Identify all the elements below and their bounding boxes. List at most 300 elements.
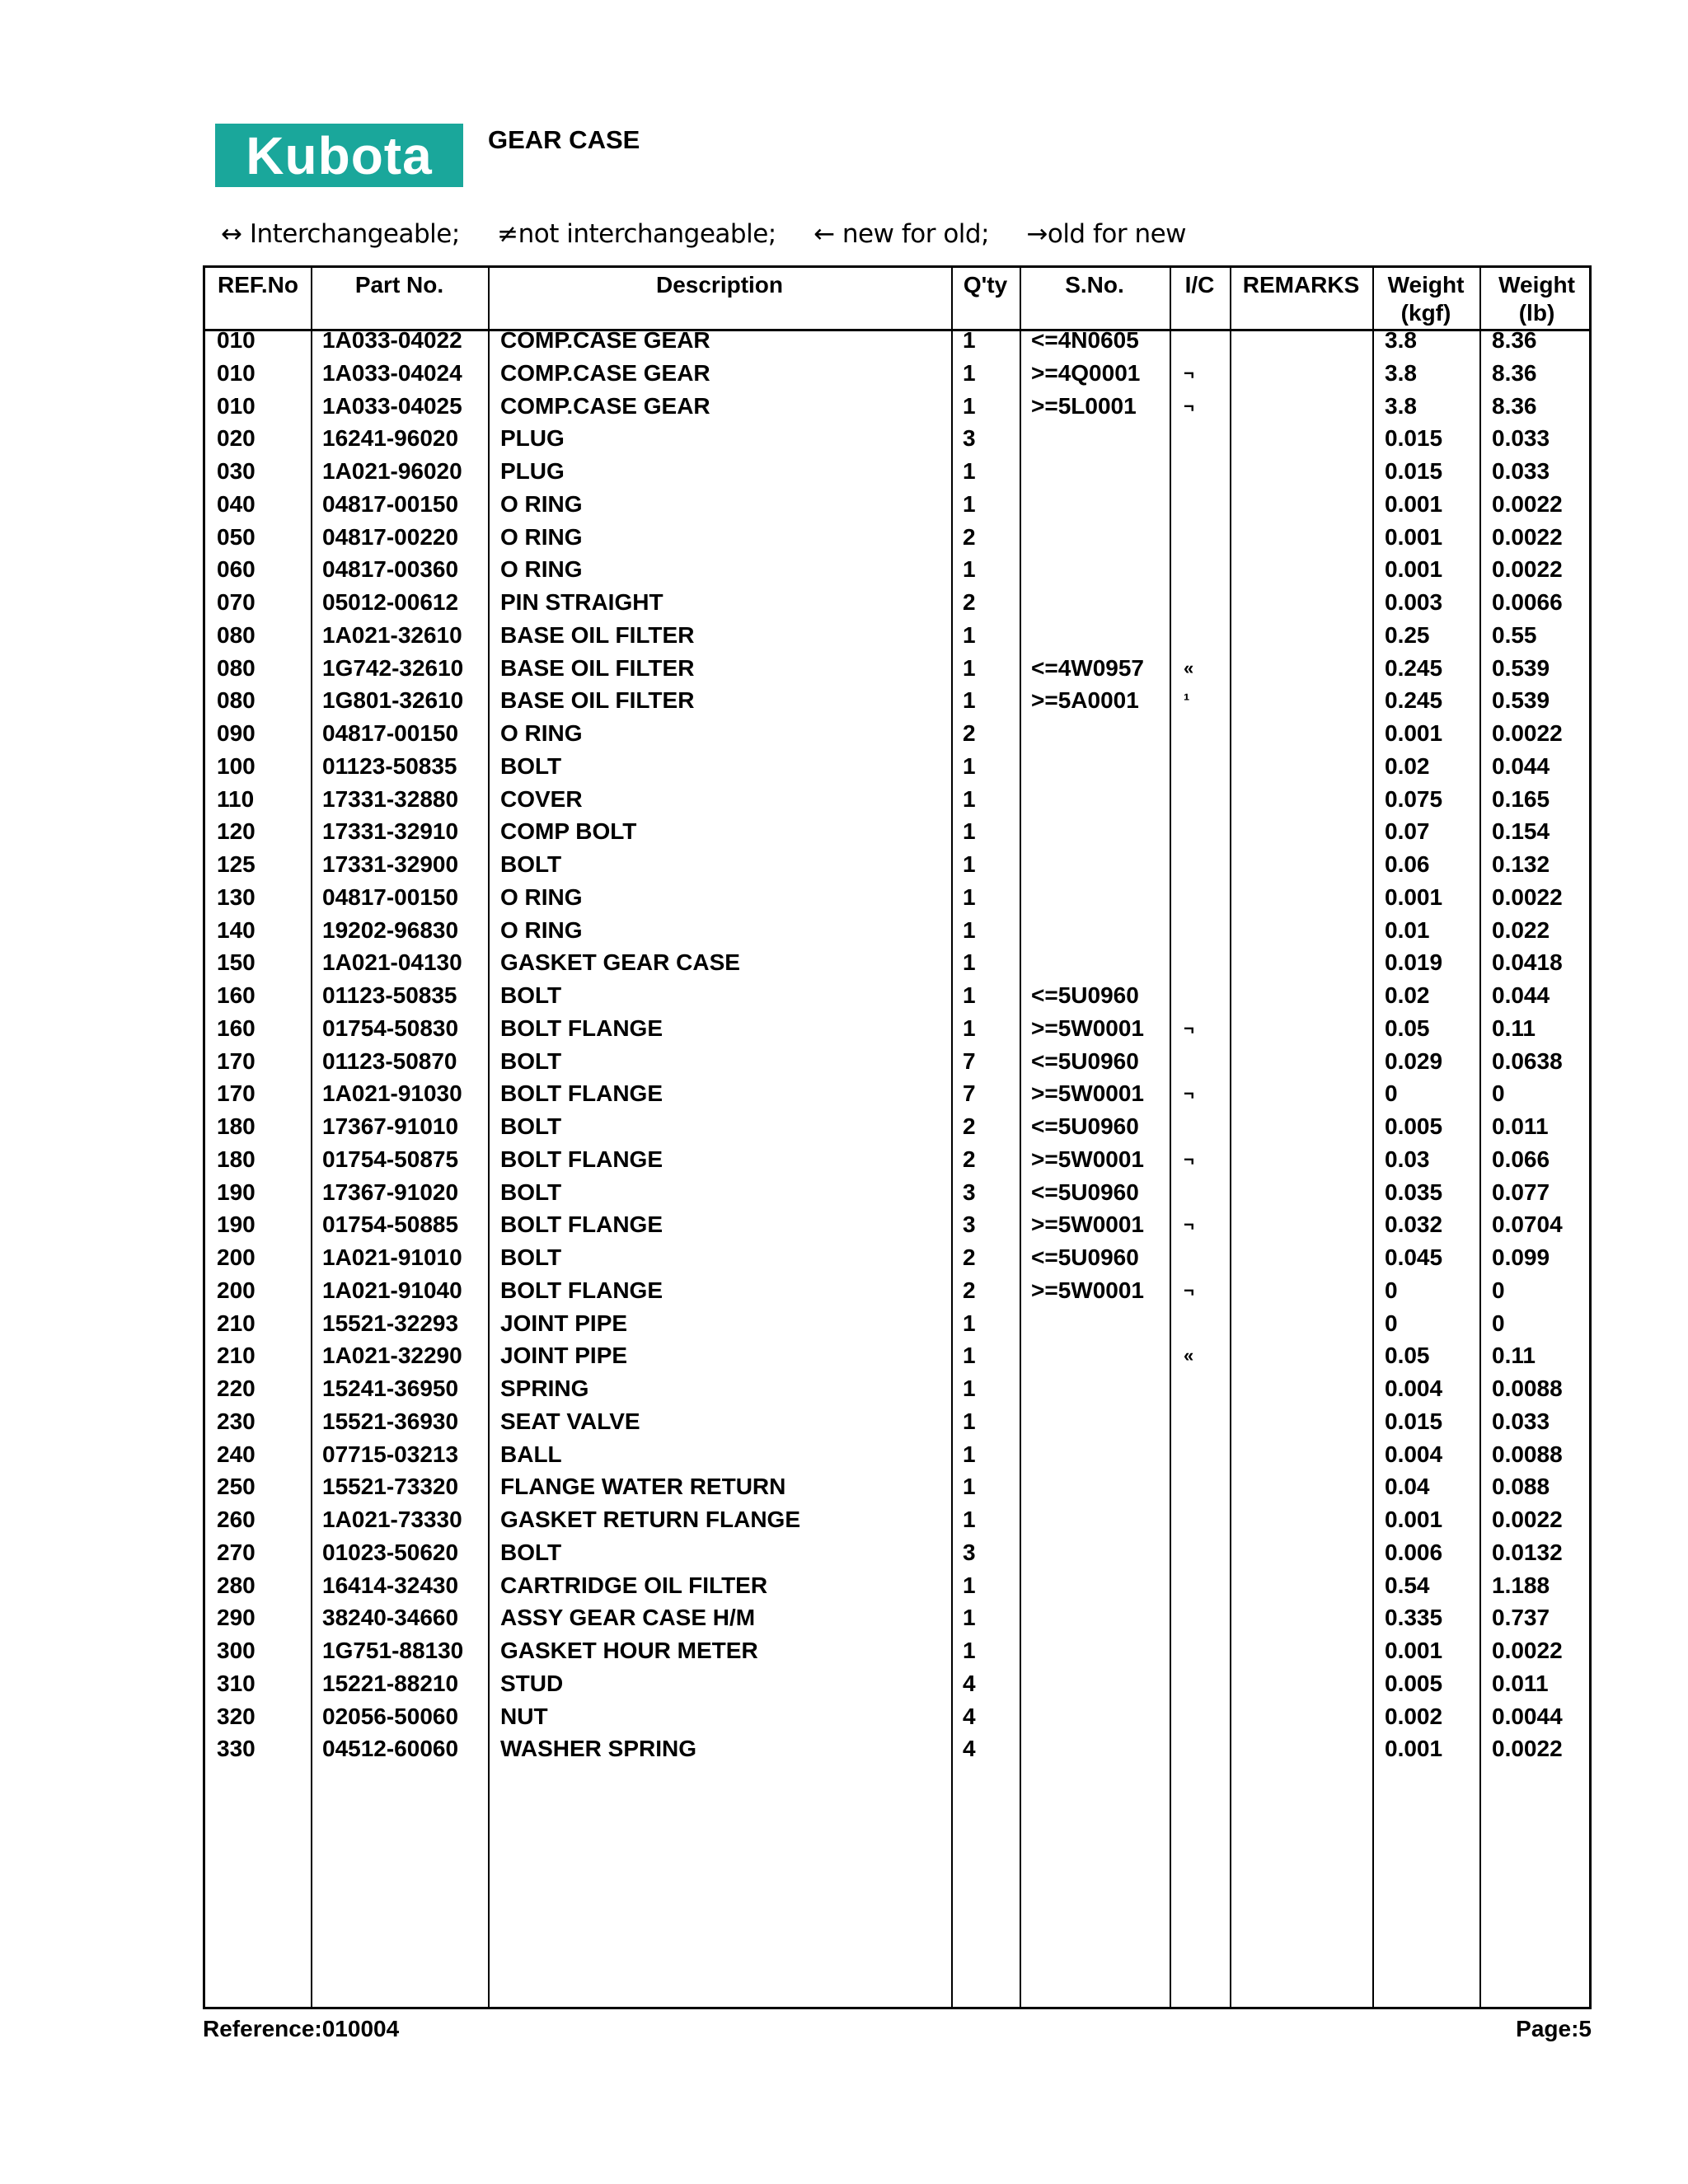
table-row <box>205 717 1589 750</box>
cell-description: BASE OIL FILTER <box>500 654 695 681</box>
cell-weight-kgf: 0.001 <box>1385 1638 1443 1663</box>
cell-weight-lb: 0.0022 <box>1492 883 1563 910</box>
cell-serial-no: >=5W0001 <box>1031 1080 1144 1107</box>
cell-qty: 1 <box>963 621 976 648</box>
cell-serial-no: <=4N0605 <box>1031 327 1139 353</box>
cell-qty: 1 <box>963 1605 976 1631</box>
table-row <box>205 1208 1589 1241</box>
cell-ref-no: 200 <box>217 1277 256 1303</box>
cell-serial-no: <=5U0960 <box>1031 982 1139 1008</box>
cell-weight-lb: 0.033 <box>1492 458 1550 484</box>
cell-weight-kgf: 0.07 <box>1385 818 1430 845</box>
cell-weight-kgf: 0.005 <box>1385 1670 1443 1696</box>
table-row <box>205 881 1589 914</box>
cell-part-no: 1A021-91040 <box>322 1277 462 1303</box>
cell-description: PLUG <box>500 458 565 484</box>
table-row <box>205 619 1589 652</box>
cell-part-no: 01123-50835 <box>322 752 457 779</box>
cell-ref-no: 240 <box>217 1441 256 1467</box>
cell-part-no: 1G751-88130 <box>322 1638 464 1663</box>
cell-ref-no: 080 <box>217 654 256 681</box>
cell-ref-no: 130 <box>217 883 256 910</box>
column-header-weight-kgf: Weight (kgf) <box>1387 272 1465 326</box>
cell-ref-no: 270 <box>217 1539 256 1565</box>
cell-qty: 1 <box>963 1638 976 1663</box>
cell-serial-no: <=4W0957 <box>1031 654 1144 681</box>
cell-description: O RING <box>500 883 583 910</box>
cell-weight-kgf: 0 <box>1385 1310 1398 1336</box>
cell-part-no: 04817-00150 <box>322 490 459 517</box>
cell-description: PLUG <box>500 425 565 452</box>
table-row <box>205 553 1589 586</box>
table-row <box>205 1601 1589 1634</box>
logo-text: Kubota <box>246 125 433 185</box>
cell-ref-no: 120 <box>217 818 256 845</box>
cell-description: O RING <box>500 916 583 943</box>
cell-qty: 3 <box>963 1179 976 1205</box>
cell-ref-no: 160 <box>217 982 256 1008</box>
cell-weight-lb: 8.36 <box>1492 392 1537 419</box>
cell-description: BASE OIL FILTER <box>500 687 695 714</box>
cell-weight-kgf: 0.05 <box>1385 1343 1430 1369</box>
cell-qty: 1 <box>963 556 976 583</box>
cell-qty: 2 <box>963 720 976 746</box>
table-row <box>205 815 1589 848</box>
cell-weight-kgf: 0.25 <box>1385 621 1430 648</box>
cell-weight-lb: 0.737 <box>1492 1605 1550 1631</box>
cell-weight-lb: 0.0088 <box>1492 1441 1563 1467</box>
cell-weight-lb: 0.539 <box>1492 687 1550 714</box>
cell-ic: ¬ <box>1184 1279 1194 1301</box>
kubota-logo <box>215 124 463 187</box>
cell-weight-kgf: 0.001 <box>1385 1507 1443 1532</box>
cell-part-no: 01754-50885 <box>322 1212 459 1238</box>
cell-qty: 1 <box>963 490 976 517</box>
cell-weight-lb: 0.0638 <box>1492 1047 1563 1074</box>
cell-weight-lb: 0.0022 <box>1492 1736 1563 1762</box>
cell-qty: 1 <box>963 949 976 976</box>
cell-description: BOLT <box>500 1244 562 1270</box>
cell-part-no: 15521-73320 <box>322 1474 459 1500</box>
cell-weight-kgf: 0.01 <box>1385 916 1430 943</box>
cell-qty: 1 <box>963 752 976 779</box>
cell-part-no: 1A021-73330 <box>322 1507 462 1532</box>
table-row <box>205 1732 1589 1765</box>
cell-qty: 1 <box>963 1474 976 1500</box>
cell-serial-no: >=5A0001 <box>1031 687 1139 714</box>
cell-description: COMP.CASE GEAR <box>500 392 710 419</box>
cell-weight-lb: 0.0022 <box>1492 556 1563 583</box>
legend-new-for-old: ← new for old; <box>814 219 990 249</box>
cell-part-no: 1A021-96020 <box>322 458 462 484</box>
cell-part-no: 1A021-91010 <box>322 1244 462 1270</box>
table-row <box>205 1274 1589 1307</box>
cell-weight-kgf: 0.001 <box>1385 883 1443 910</box>
cell-part-no: 1A021-32610 <box>322 621 462 648</box>
cell-ic: ¬ <box>1184 1214 1194 1235</box>
cell-weight-kgf: 0.004 <box>1385 1441 1443 1467</box>
table-row <box>205 521 1589 554</box>
cell-description: BOLT FLANGE <box>500 1277 663 1303</box>
table-row <box>205 946 1589 979</box>
cell-weight-lb: 0.0132 <box>1492 1539 1563 1565</box>
cell-description: BOLT FLANGE <box>500 1015 663 1041</box>
cell-ic: ¬ <box>1184 1083 1194 1104</box>
cell-part-no: 01023-50620 <box>322 1539 459 1565</box>
cell-ref-no: 010 <box>217 392 256 419</box>
cell-weight-lb: 0.0044 <box>1492 1703 1563 1729</box>
cell-weight-kgf: 0.001 <box>1385 1736 1443 1762</box>
table-row <box>205 652 1589 685</box>
cell-weight-kgf: 0.032 <box>1385 1212 1443 1238</box>
cell-qty: 4 <box>963 1736 976 1762</box>
table-row <box>205 488 1589 521</box>
table-row <box>205 1667 1589 1700</box>
cell-weight-kgf: 3.8 <box>1385 327 1417 353</box>
cell-qty: 2 <box>963 1146 976 1172</box>
cell-qty: 2 <box>963 1277 976 1303</box>
cell-ref-no: 220 <box>217 1376 256 1401</box>
cell-qty: 1 <box>963 1408 976 1434</box>
cell-part-no: 15521-36930 <box>322 1408 459 1434</box>
cell-part-no: 01754-50875 <box>322 1146 459 1172</box>
cell-qty: 3 <box>963 425 976 452</box>
cell-part-no: 1A033-04024 <box>322 359 462 386</box>
cell-ref-no: 020 <box>217 425 256 452</box>
cell-weight-kgf: 0.03 <box>1385 1146 1430 1172</box>
cell-description: BOLT <box>500 982 562 1008</box>
cell-ref-no: 010 <box>217 359 256 386</box>
cell-description: JOINT PIPE <box>500 1343 628 1369</box>
cell-ref-no: 060 <box>217 556 256 583</box>
cell-ref-no: 210 <box>217 1310 256 1336</box>
table-row <box>205 1503 1589 1536</box>
cell-weight-lb: 0 <box>1492 1277 1505 1303</box>
cell-weight-kgf: 0.002 <box>1385 1703 1443 1729</box>
cell-ic: « <box>1184 657 1194 678</box>
cell-ref-no: 170 <box>217 1080 256 1107</box>
table-row <box>205 357 1589 390</box>
cell-description: ASSY GEAR CASE H/M <box>500 1605 756 1631</box>
cell-weight-lb: 0.099 <box>1492 1244 1550 1270</box>
cell-serial-no: >=5W0001 <box>1031 1146 1144 1172</box>
cell-weight-lb: 0.033 <box>1492 1408 1550 1434</box>
column-header-weight-lb: Weight (lb) <box>1498 272 1575 326</box>
cell-ref-no: 250 <box>217 1474 256 1500</box>
cell-ref-no: 260 <box>217 1507 256 1532</box>
cell-part-no: 1A033-04022 <box>322 327 462 353</box>
cell-weight-kgf: 0.019 <box>1385 949 1443 976</box>
cell-weight-lb: 0.044 <box>1492 752 1550 779</box>
cell-weight-lb: 0 <box>1492 1080 1505 1107</box>
cell-ref-no: 280 <box>217 1572 256 1598</box>
cell-part-no: 1G801-32610 <box>322 687 464 714</box>
cell-serial-no: >=4Q0001 <box>1031 359 1141 386</box>
column-header-qty: Q'ty <box>963 272 1008 298</box>
cell-ref-no: 010 <box>217 327 256 353</box>
cell-description: BOLT <box>500 752 562 779</box>
cell-ic: ¬ <box>1184 362 1194 383</box>
cell-part-no: 01123-50870 <box>322 1047 457 1074</box>
cell-description: FLANGE WATER RETURN <box>500 1474 786 1500</box>
cell-weight-kgf: 0.245 <box>1385 687 1443 714</box>
cell-serial-no: <=5U0960 <box>1031 1113 1139 1139</box>
cell-part-no: 19202-96830 <box>322 916 459 943</box>
cell-ref-no: 090 <box>217 720 256 746</box>
table-row <box>205 1307 1589 1340</box>
cell-ic: ¬ <box>1184 1017 1194 1038</box>
cell-qty: 1 <box>963 785 976 812</box>
cell-description: BASE OIL FILTER <box>500 621 695 648</box>
cell-part-no: 17367-91020 <box>322 1179 459 1205</box>
table-row <box>205 1176 1589 1209</box>
cell-weight-kgf: 0.005 <box>1385 1113 1443 1139</box>
cell-serial-no: >=5L0001 <box>1031 392 1137 419</box>
cell-weight-lb: 8.36 <box>1492 327 1537 353</box>
legend-not-interchangeable: ≠not interchangeable; <box>497 219 776 249</box>
cell-description: O RING <box>500 490 583 517</box>
cell-description: WASHER SPRING <box>500 1736 697 1762</box>
cell-description: O RING <box>500 556 583 583</box>
cell-weight-lb: 8.36 <box>1492 359 1537 386</box>
cell-weight-lb: 0.165 <box>1492 785 1550 812</box>
cell-ref-no: 290 <box>217 1605 256 1631</box>
cell-ref-no: 300 <box>217 1638 256 1663</box>
cell-qty: 1 <box>963 1507 976 1532</box>
reference-number: Reference:010004 <box>203 2016 400 2041</box>
cell-qty: 1 <box>963 818 976 845</box>
cell-weight-kgf: 0.004 <box>1385 1376 1443 1401</box>
cell-description: BALL <box>500 1441 562 1467</box>
cell-weight-kgf: 0.006 <box>1385 1539 1443 1565</box>
cell-ref-no: 040 <box>217 490 256 517</box>
cell-qty: 1 <box>963 1441 976 1467</box>
cell-ref-no: 070 <box>217 589 256 615</box>
column-header-part-no: Part No. <box>354 272 444 298</box>
cell-weight-kgf: 0.02 <box>1385 752 1430 779</box>
cell-serial-no: <=5U0960 <box>1031 1179 1139 1205</box>
cell-weight-lb: 0.0022 <box>1492 490 1563 517</box>
column-header-serial-no: S.No. <box>1065 272 1124 298</box>
cell-description: BOLT <box>500 1047 562 1074</box>
cell-description: BOLT <box>500 1179 562 1205</box>
cell-qty: 7 <box>963 1047 976 1074</box>
cell-qty: 1 <box>963 458 976 484</box>
cell-weight-kgf: 0 <box>1385 1277 1398 1303</box>
cell-weight-lb: 0.033 <box>1492 425 1550 452</box>
cell-weight-kgf: 0.003 <box>1385 589 1443 615</box>
cell-ref-no: 190 <box>217 1212 256 1238</box>
table-row <box>205 750 1589 783</box>
cell-weight-lb: 0.55 <box>1492 621 1537 648</box>
table-row <box>205 1634 1589 1667</box>
table-row <box>205 783 1589 816</box>
cell-qty: 1 <box>963 1310 976 1336</box>
table-row <box>205 1569 1589 1602</box>
cell-qty: 3 <box>963 1212 976 1238</box>
legend-interchangeable: ↔ Interchangeable; <box>221 219 460 249</box>
cell-weight-kgf: 0 <box>1385 1080 1398 1107</box>
cell-qty: 2 <box>963 589 976 615</box>
cell-serial-no: <=5U0960 <box>1031 1047 1139 1074</box>
cell-qty: 3 <box>963 1539 976 1565</box>
cell-qty: 7 <box>963 1080 976 1107</box>
cell-ic: ¬ <box>1184 1148 1194 1169</box>
cell-qty: 1 <box>963 654 976 681</box>
cell-weight-lb: 0.0022 <box>1492 523 1563 550</box>
cell-part-no: 04817-00150 <box>322 720 459 746</box>
cell-weight-kgf: 0.04 <box>1385 1474 1430 1500</box>
cell-description: GASKET GEAR CASE <box>500 949 740 976</box>
cell-weight-kgf: 0.06 <box>1385 851 1430 877</box>
table-row <box>205 455 1589 488</box>
legend-old-for-new: →old for new <box>1026 219 1187 249</box>
cell-ref-no: 200 <box>217 1244 256 1270</box>
cell-weight-kgf: 0.335 <box>1385 1605 1443 1631</box>
cell-qty: 1 <box>963 1572 976 1598</box>
cell-part-no: 15221-88210 <box>322 1670 459 1696</box>
cell-description: CARTRIDGE OIL FILTER <box>500 1572 768 1598</box>
table-row <box>205 1470 1589 1503</box>
table-row <box>205 684 1589 717</box>
cell-weight-kgf: 0.015 <box>1385 458 1443 484</box>
cell-qty: 1 <box>963 883 976 910</box>
cell-description: PIN STRAIGHT <box>500 589 663 615</box>
table-row <box>205 1536 1589 1569</box>
cell-qty: 1 <box>963 916 976 943</box>
cell-weight-lb: 0.088 <box>1492 1474 1550 1500</box>
cell-ref-no: 030 <box>217 458 256 484</box>
table-row <box>205 1405 1589 1438</box>
cell-weight-kgf: 0.045 <box>1385 1244 1443 1270</box>
cell-ref-no: 140 <box>217 916 256 943</box>
cell-weight-lb: 0.0022 <box>1492 720 1563 746</box>
cell-serial-no: >=5W0001 <box>1031 1277 1144 1303</box>
cell-description: O RING <box>500 523 583 550</box>
cell-qty: 2 <box>963 1113 976 1139</box>
cell-weight-lb: 0.0022 <box>1492 1507 1563 1532</box>
cell-qty: 4 <box>963 1670 976 1696</box>
table-row <box>205 848 1589 881</box>
cell-ref-no: 080 <box>217 687 256 714</box>
cell-weight-lb: 0.0022 <box>1492 1638 1563 1663</box>
cell-part-no: 15521-32293 <box>322 1310 459 1336</box>
cell-part-no: 1G742-32610 <box>322 654 464 681</box>
cell-weight-kgf: 0.54 <box>1385 1572 1430 1598</box>
cell-weight-kgf: 0.035 <box>1385 1179 1443 1205</box>
cell-ref-no: 150 <box>217 949 256 976</box>
cell-part-no: 04817-00360 <box>322 556 459 583</box>
cell-weight-kgf: 0.015 <box>1385 425 1443 452</box>
cell-weight-kgf: 0.075 <box>1385 785 1443 812</box>
cell-part-no: 15241-36950 <box>322 1376 459 1401</box>
cell-description: BOLT <box>500 851 562 877</box>
cell-weight-lb: 0.044 <box>1492 982 1550 1008</box>
cell-weight-lb: 0.0088 <box>1492 1376 1563 1401</box>
cell-serial-no: >=5W0001 <box>1031 1015 1144 1041</box>
cell-part-no: 01754-50830 <box>322 1015 459 1041</box>
table-row <box>205 1045 1589 1078</box>
cell-weight-lb: 0.11 <box>1492 1015 1536 1041</box>
cell-ref-no: 170 <box>217 1047 256 1074</box>
cell-ref-no: 160 <box>217 1015 256 1041</box>
cell-description: JOINT PIPE <box>500 1310 628 1336</box>
cell-description: COMP.CASE GEAR <box>500 327 710 353</box>
cell-qty: 1 <box>963 327 976 353</box>
cell-description: GASKET RETURN FLANGE <box>500 1507 800 1532</box>
table-row <box>205 1339 1589 1372</box>
cell-ic: ¹ <box>1184 690 1190 711</box>
cell-weight-lb: 0.011 <box>1492 1670 1549 1696</box>
table-row <box>205 390 1589 423</box>
cell-serial-no: <=5U0960 <box>1031 1244 1139 1270</box>
cell-weight-lb: 0.154 <box>1492 818 1550 845</box>
cell-weight-lb: 0.077 <box>1492 1179 1550 1205</box>
cell-qty: 1 <box>963 392 976 419</box>
table-row <box>205 1110 1589 1143</box>
cell-weight-kgf: 3.8 <box>1385 359 1417 386</box>
column-header-remarks: REMARKS <box>1242 272 1360 298</box>
cell-part-no: 01123-50835 <box>322 982 457 1008</box>
cell-ref-no: 210 <box>217 1343 256 1369</box>
cell-description: BOLT <box>500 1113 562 1139</box>
cell-ref-no: 330 <box>217 1736 256 1762</box>
cell-description: BOLT FLANGE <box>500 1080 663 1107</box>
column-header-ref-no: REF.No <box>218 272 298 298</box>
cell-part-no: 1A021-32290 <box>322 1343 462 1369</box>
table-row <box>205 324 1589 357</box>
cell-serial-no: >=5W0001 <box>1031 1212 1144 1238</box>
cell-weight-kgf: 0.001 <box>1385 490 1443 517</box>
cell-weight-lb: 0.0704 <box>1492 1212 1563 1238</box>
cell-ref-no: 125 <box>217 851 256 877</box>
table-row <box>205 422 1589 455</box>
cell-weight-kgf: 0.015 <box>1385 1408 1443 1434</box>
cell-weight-kgf: 0.029 <box>1385 1047 1443 1074</box>
cell-part-no: 04817-00220 <box>322 523 459 550</box>
cell-part-no: 1A021-04130 <box>322 949 462 976</box>
cell-description: STUD <box>500 1670 564 1696</box>
column-header-ic: I/C <box>1184 272 1215 298</box>
table-row <box>205 979 1589 1012</box>
cell-ic: « <box>1184 1345 1194 1366</box>
cell-qty: 1 <box>963 1343 976 1369</box>
cell-part-no: 38240-34660 <box>322 1605 459 1631</box>
cell-weight-kgf: 0.245 <box>1385 654 1443 681</box>
cell-ref-no: 050 <box>217 523 256 550</box>
cell-ref-no: 190 <box>217 1179 256 1205</box>
cell-qty: 1 <box>963 687 976 714</box>
cell-description: SEAT VALVE <box>500 1408 640 1434</box>
cell-part-no: 17367-91010 <box>322 1113 459 1139</box>
column-header-description: Description <box>655 272 784 298</box>
table-row <box>205 914 1589 947</box>
cell-ref-no: 310 <box>217 1670 256 1696</box>
cell-ic: ¬ <box>1184 395 1194 416</box>
cell-weight-kgf: 0.02 <box>1385 982 1430 1008</box>
cell-description: BOLT FLANGE <box>500 1146 663 1172</box>
cell-qty: 1 <box>963 1376 976 1401</box>
cell-qty: 1 <box>963 982 976 1008</box>
cell-weight-kgf: 0.001 <box>1385 523 1443 550</box>
cell-description: NUT <box>500 1703 548 1729</box>
cell-qty: 2 <box>963 523 976 550</box>
table-row <box>205 1372 1589 1405</box>
cell-part-no: 16241-96020 <box>322 425 459 452</box>
cell-part-no: 1A033-04025 <box>322 392 462 419</box>
cell-qty: 1 <box>963 359 976 386</box>
cell-weight-kgf: 0.001 <box>1385 720 1443 746</box>
